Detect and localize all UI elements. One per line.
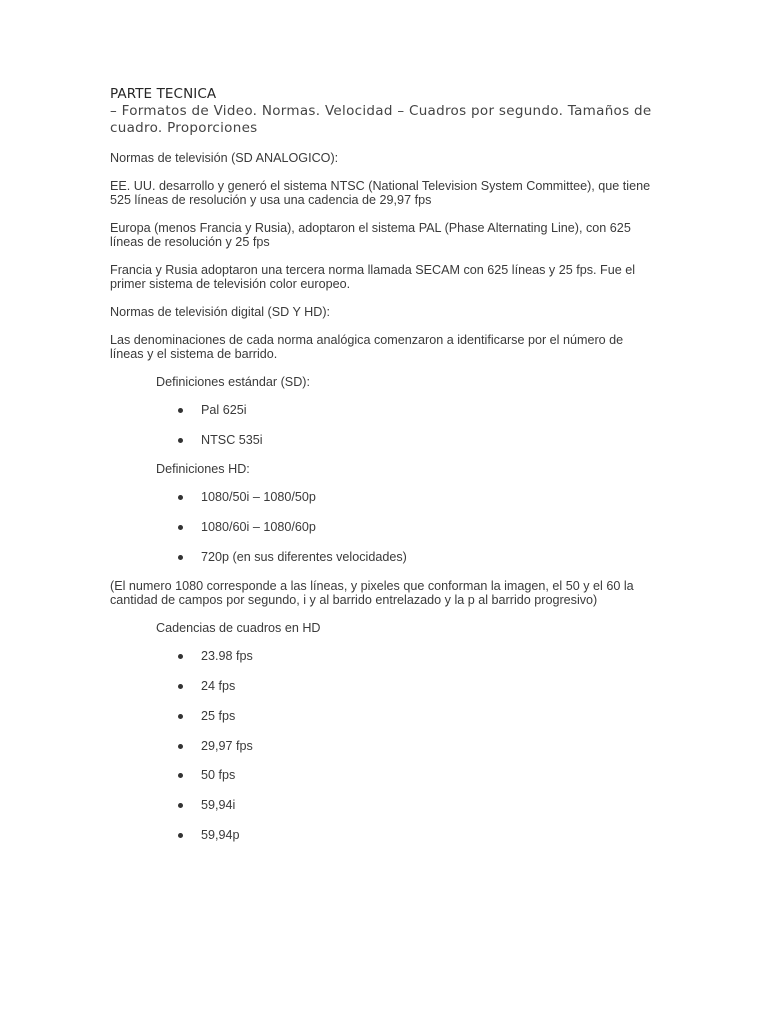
bullet-icon xyxy=(178,684,183,689)
list-item xyxy=(110,433,655,447)
list-item-text: 1080/60i – 1080/60p xyxy=(201,520,316,535)
list-item-text: 59,94p xyxy=(201,827,240,842)
list-item xyxy=(110,709,655,723)
secam-paragraph: Francia y Rusia adoptaron una tercera norma llamada SECAM con 625 líneas y 25 fps. Fue el primer sistema de televisión color europeo. xyxy=(110,263,636,291)
document-title xyxy=(110,86,655,137)
sd-heading: Definiciones estándar (SD): xyxy=(156,375,310,389)
list-item-text: 25 fps xyxy=(201,708,236,723)
bullet-icon xyxy=(178,833,183,838)
list-item-text: Pal 625i xyxy=(201,403,247,417)
bullet-icon xyxy=(178,803,183,808)
list-item xyxy=(110,828,655,842)
bullet-icon xyxy=(178,773,183,778)
bullet-icon xyxy=(178,495,183,500)
list-item xyxy=(110,798,655,812)
list-item-text: 50 fps xyxy=(201,768,236,783)
bullet-icon xyxy=(178,438,183,443)
list-item-text: 720p (en sus diferentes velocidades) xyxy=(201,549,407,564)
sd-list xyxy=(110,403,655,447)
list-item xyxy=(110,490,655,504)
bullet-icon xyxy=(178,654,183,659)
title-main: PARTE TECNICA xyxy=(110,86,217,102)
hd-heading: Definiciones HD: xyxy=(156,462,250,477)
bullet-icon xyxy=(178,714,183,719)
list-item-text: 23.98 fps xyxy=(201,649,253,664)
list-item xyxy=(110,550,655,564)
bullet-icon xyxy=(178,555,183,560)
cadence-list xyxy=(110,649,655,841)
ntsc-paragraph: EE. UU. desarrollo y generó el sistema NTSC (National Television System Committee), que tiene 525 líneas de resolución y usa una cadencia de 29,97 fps xyxy=(110,179,651,207)
list-item xyxy=(110,739,655,753)
list-item-text: 24 fps xyxy=(201,679,236,694)
pal-paragraph: Europa (menos Francia y Rusia), adoptaron el sistema PAL (Phase Alternating Line), con 625 líneas de resolución y 25 fps xyxy=(110,221,631,249)
cadence-heading: Cadencias de cuadros en HD xyxy=(156,621,321,636)
hd-list xyxy=(110,490,655,563)
list-item xyxy=(110,679,655,693)
digital-intro: Las denominaciones de cada norma analógica comenzaron a identificarse por el número de líneas y el sistema de barrido. xyxy=(110,333,624,361)
list-item-text: 29,97 fps xyxy=(201,738,253,753)
digital-heading: Normas de televisión digital (SD Y HD): xyxy=(110,305,331,319)
bullet-icon xyxy=(178,525,183,530)
list-item xyxy=(110,520,655,534)
document-content xyxy=(110,86,655,857)
list-item-text: NTSC 535i xyxy=(201,432,263,447)
resolution-note: (El numero 1080 corresponde a las líneas, y pixeles que conforman la imagen, el 50 y el 60 la cantidad de campos por segundo, i y al barrido entrelazado y la p al barrido progresivo) xyxy=(110,579,634,608)
list-item xyxy=(110,768,655,782)
list-item-text: 59,94i xyxy=(201,797,236,812)
bullet-icon xyxy=(178,408,183,413)
bullet-icon xyxy=(178,744,183,749)
title-subtitle: – Formatos de Video. Normas. Velocidad – Cuadros por segundo. Tamaños de cuadro. Proporciones xyxy=(110,103,652,136)
list-item xyxy=(110,649,655,663)
list-item-text: 1080/50i – 1080/50p xyxy=(201,490,316,505)
analog-heading: Normas de televisión (SD ANALOGICO): xyxy=(110,151,339,165)
list-item xyxy=(110,403,655,417)
